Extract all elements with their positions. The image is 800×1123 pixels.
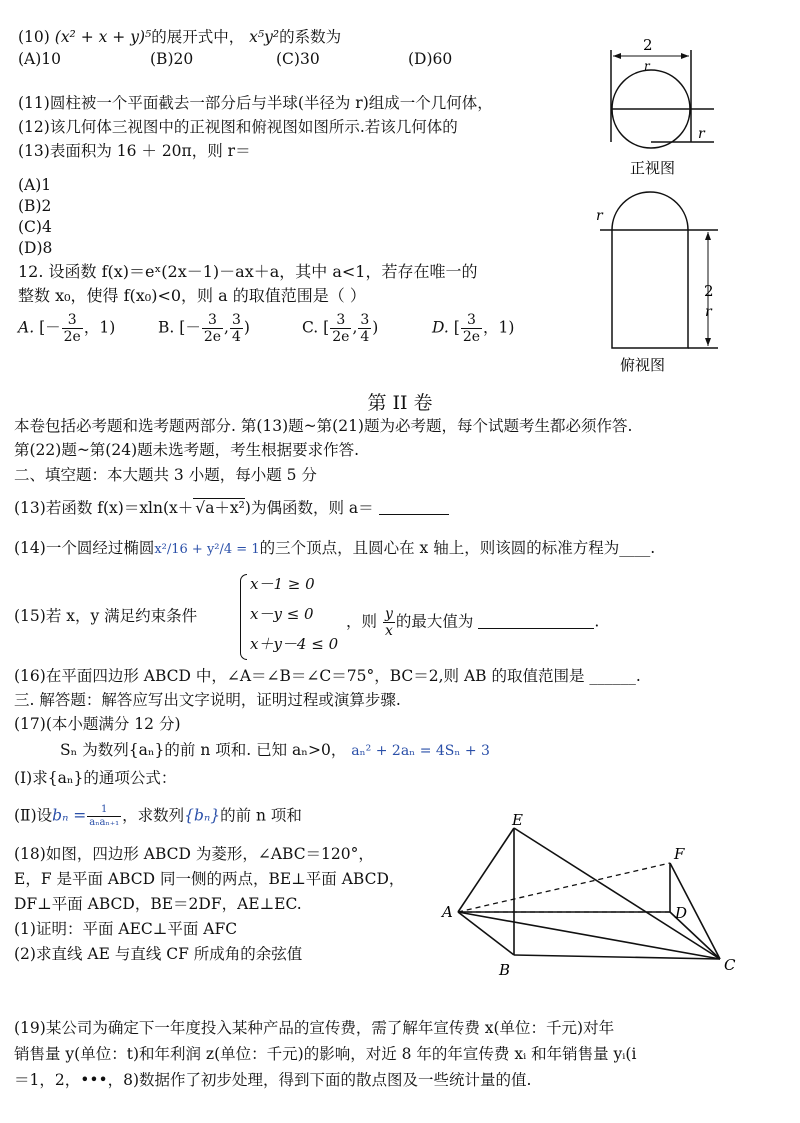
q11-option-d: (D)8 <box>18 239 53 257</box>
q18-line5: (2)求直线 AE 与直线 CF 所成角的余弦值 <box>14 945 303 963</box>
front-view-caption: 正视图 <box>630 159 676 177</box>
q16: (16)在平面四边形 ABCD 中，∠A＝∠B＝∠C＝75°，BC＝2,则 AB 的取值范围是 ______. <box>14 667 641 685</box>
q18-line4: (1)证明：平面 AEC⊥平面 AFC <box>14 920 238 938</box>
q12-option-b: B. [－ $\frac{3}{2e}$ , $\frac{3}{4}$ ) <box>158 312 250 345</box>
q10-option-b: (B)20 <box>150 50 194 68</box>
q12-line1: 12. 设函数 f(x)＝eˣ(2x－1)－ax＋a，其中 a<1，若存在唯一的 <box>18 262 478 281</box>
front-view-r-top: r <box>644 59 650 73</box>
q11-line3: (13)表面积为 16 ＋ 20π，则 r＝ <box>18 142 251 160</box>
q17-part2: (Ⅱ)设bₙ = $\frac{1}{\text{aₙaₙ₊₁}}$ ，求数列{bₙ}的前 n 项和 <box>14 804 302 828</box>
top-view-caption: 俯视图 <box>620 356 666 374</box>
top-view-2-label: 2 <box>704 282 714 300</box>
q13: (13)若函数 f(x)＝xln(x＋ √a＋x²)为偶函数，则 a＝ <box>14 498 449 518</box>
part2-intro-line2: 第(22)题~第(24)题未选考题，考生根据要求作答. <box>14 441 360 459</box>
q15-lead: (15)若 x，y 满足约束条件 <box>14 607 198 625</box>
q11-line1: (11)圆柱被一个平面截去一部分后与半球(半径为 r)组成一个几何体， <box>18 94 493 112</box>
figure-18-solid <box>440 808 760 978</box>
front-view-figure <box>592 30 722 180</box>
q11-option-b: (B)2 <box>18 197 52 215</box>
point-a-label: A <box>442 903 453 921</box>
q14: (14)一个圆经过椭圆x²/16 + y²/4 = 1的三个顶点，且圆心在 x 轴上，则该圆的标准方程为____. <box>14 539 656 557</box>
q12-option-a: A. [－ $\frac{3}{2e}$ ，1) <box>18 312 116 345</box>
q10-option-a: (A)10 <box>18 50 62 68</box>
q11-option-c: (C)4 <box>18 218 52 236</box>
point-e-label: E <box>512 811 523 829</box>
q18-line1: (18)如图，四边形 ABCD 为菱形，∠ABC＝120°， <box>14 845 374 863</box>
q15-answer-blank[interactable] <box>478 628 594 629</box>
front-view-r-right: r <box>698 126 705 142</box>
point-c-label: C <box>724 956 736 974</box>
q19-line3: ＝1，2，•••，8)数据作了初步处理，得到下面的散点图及一些统计量的值. <box>14 1071 532 1089</box>
q12-line2: 整数 x₀，使得 f(x₀)<0，则 a 的取值范围是（ ） <box>18 286 366 305</box>
top-view-figure <box>590 188 730 378</box>
q10-stem: (10) (x² + x + y)⁵的展开式中， x⁵y²的系数为 <box>18 28 342 46</box>
q10-option-c: (C)30 <box>276 50 320 68</box>
point-b-label: B <box>499 961 511 978</box>
q18-line2: E，F 是平面 ABCD 同一侧的两点，BE⊥平面 ABCD， <box>14 870 405 888</box>
top-view-r-label: r <box>596 208 603 224</box>
section3-heading: 三. 解答题：解答应写出文字说明，证明过程或演算步骤. <box>14 691 401 709</box>
part2-intro-line1: 本卷包括必考题和选考题两部分. 第(13)题~第(21)题为必考题，每个试题考生都必须作答. <box>14 417 633 435</box>
q12-option-c: C. [ $\frac{3}{2e}$ , $\frac{3}{4}$ ) <box>302 312 379 345</box>
q19-line1: (19)某公司为确定下一年度投入某种产品的宣传费，需了解年宣传费 x(单位：千元)对年 <box>14 1019 615 1037</box>
q15-brace <box>240 574 247 660</box>
point-f-label: F <box>674 845 685 863</box>
q17-part1: (Ⅰ)求{aₙ}的通项公式： <box>14 769 177 787</box>
q11-line2: (12)该几何体三视图中的正视图和俯视图如图所示.若该几何体的 <box>18 118 458 136</box>
top-view-r2-label: r <box>705 304 712 320</box>
section2-heading: 二、填空题：本大题共 3 小题，每小题 5 分 <box>14 466 317 484</box>
q11-option-a: (A)1 <box>18 176 52 194</box>
q12-option-d: D. [ $\frac{3}{2e}$ ，1) <box>432 312 515 345</box>
q13-answer-blank[interactable] <box>379 514 449 515</box>
q19-line2: 销售量 y(单位：t)和年利润 z(单位：千元)的影响，对近 8 年的年宣传费 xᵢ 和年销售量 yᵢ(i <box>14 1045 637 1063</box>
q10-option-d: (D)60 <box>408 50 453 68</box>
front-view-width-label: 2 <box>643 36 653 54</box>
q17-heading: (17)(本小题满分 12 分) <box>14 715 181 733</box>
q18-line3: DF⊥平面 ABCD，BE＝2DF，AE⊥EC. <box>14 895 302 913</box>
q15-constraint-3: x＋y－4 ≤ 0 <box>250 635 339 653</box>
q17-stem: Sₙ 为数列{aₙ}的前 n 项和. 已知 aₙ>0， aₙ² + 2aₙ = 4Sₙ + 3 <box>60 741 490 759</box>
part2-title: 第 II 卷 <box>367 392 433 414</box>
q15-tail: ，则 $\frac{y}{x}$ 的最大值为 . <box>346 606 600 639</box>
point-d-label: D <box>675 904 688 922</box>
q15-constraint-2: x－y ≤ 0 <box>250 605 314 623</box>
q15-constraint-1: x－1 ≥ 0 <box>250 575 315 593</box>
